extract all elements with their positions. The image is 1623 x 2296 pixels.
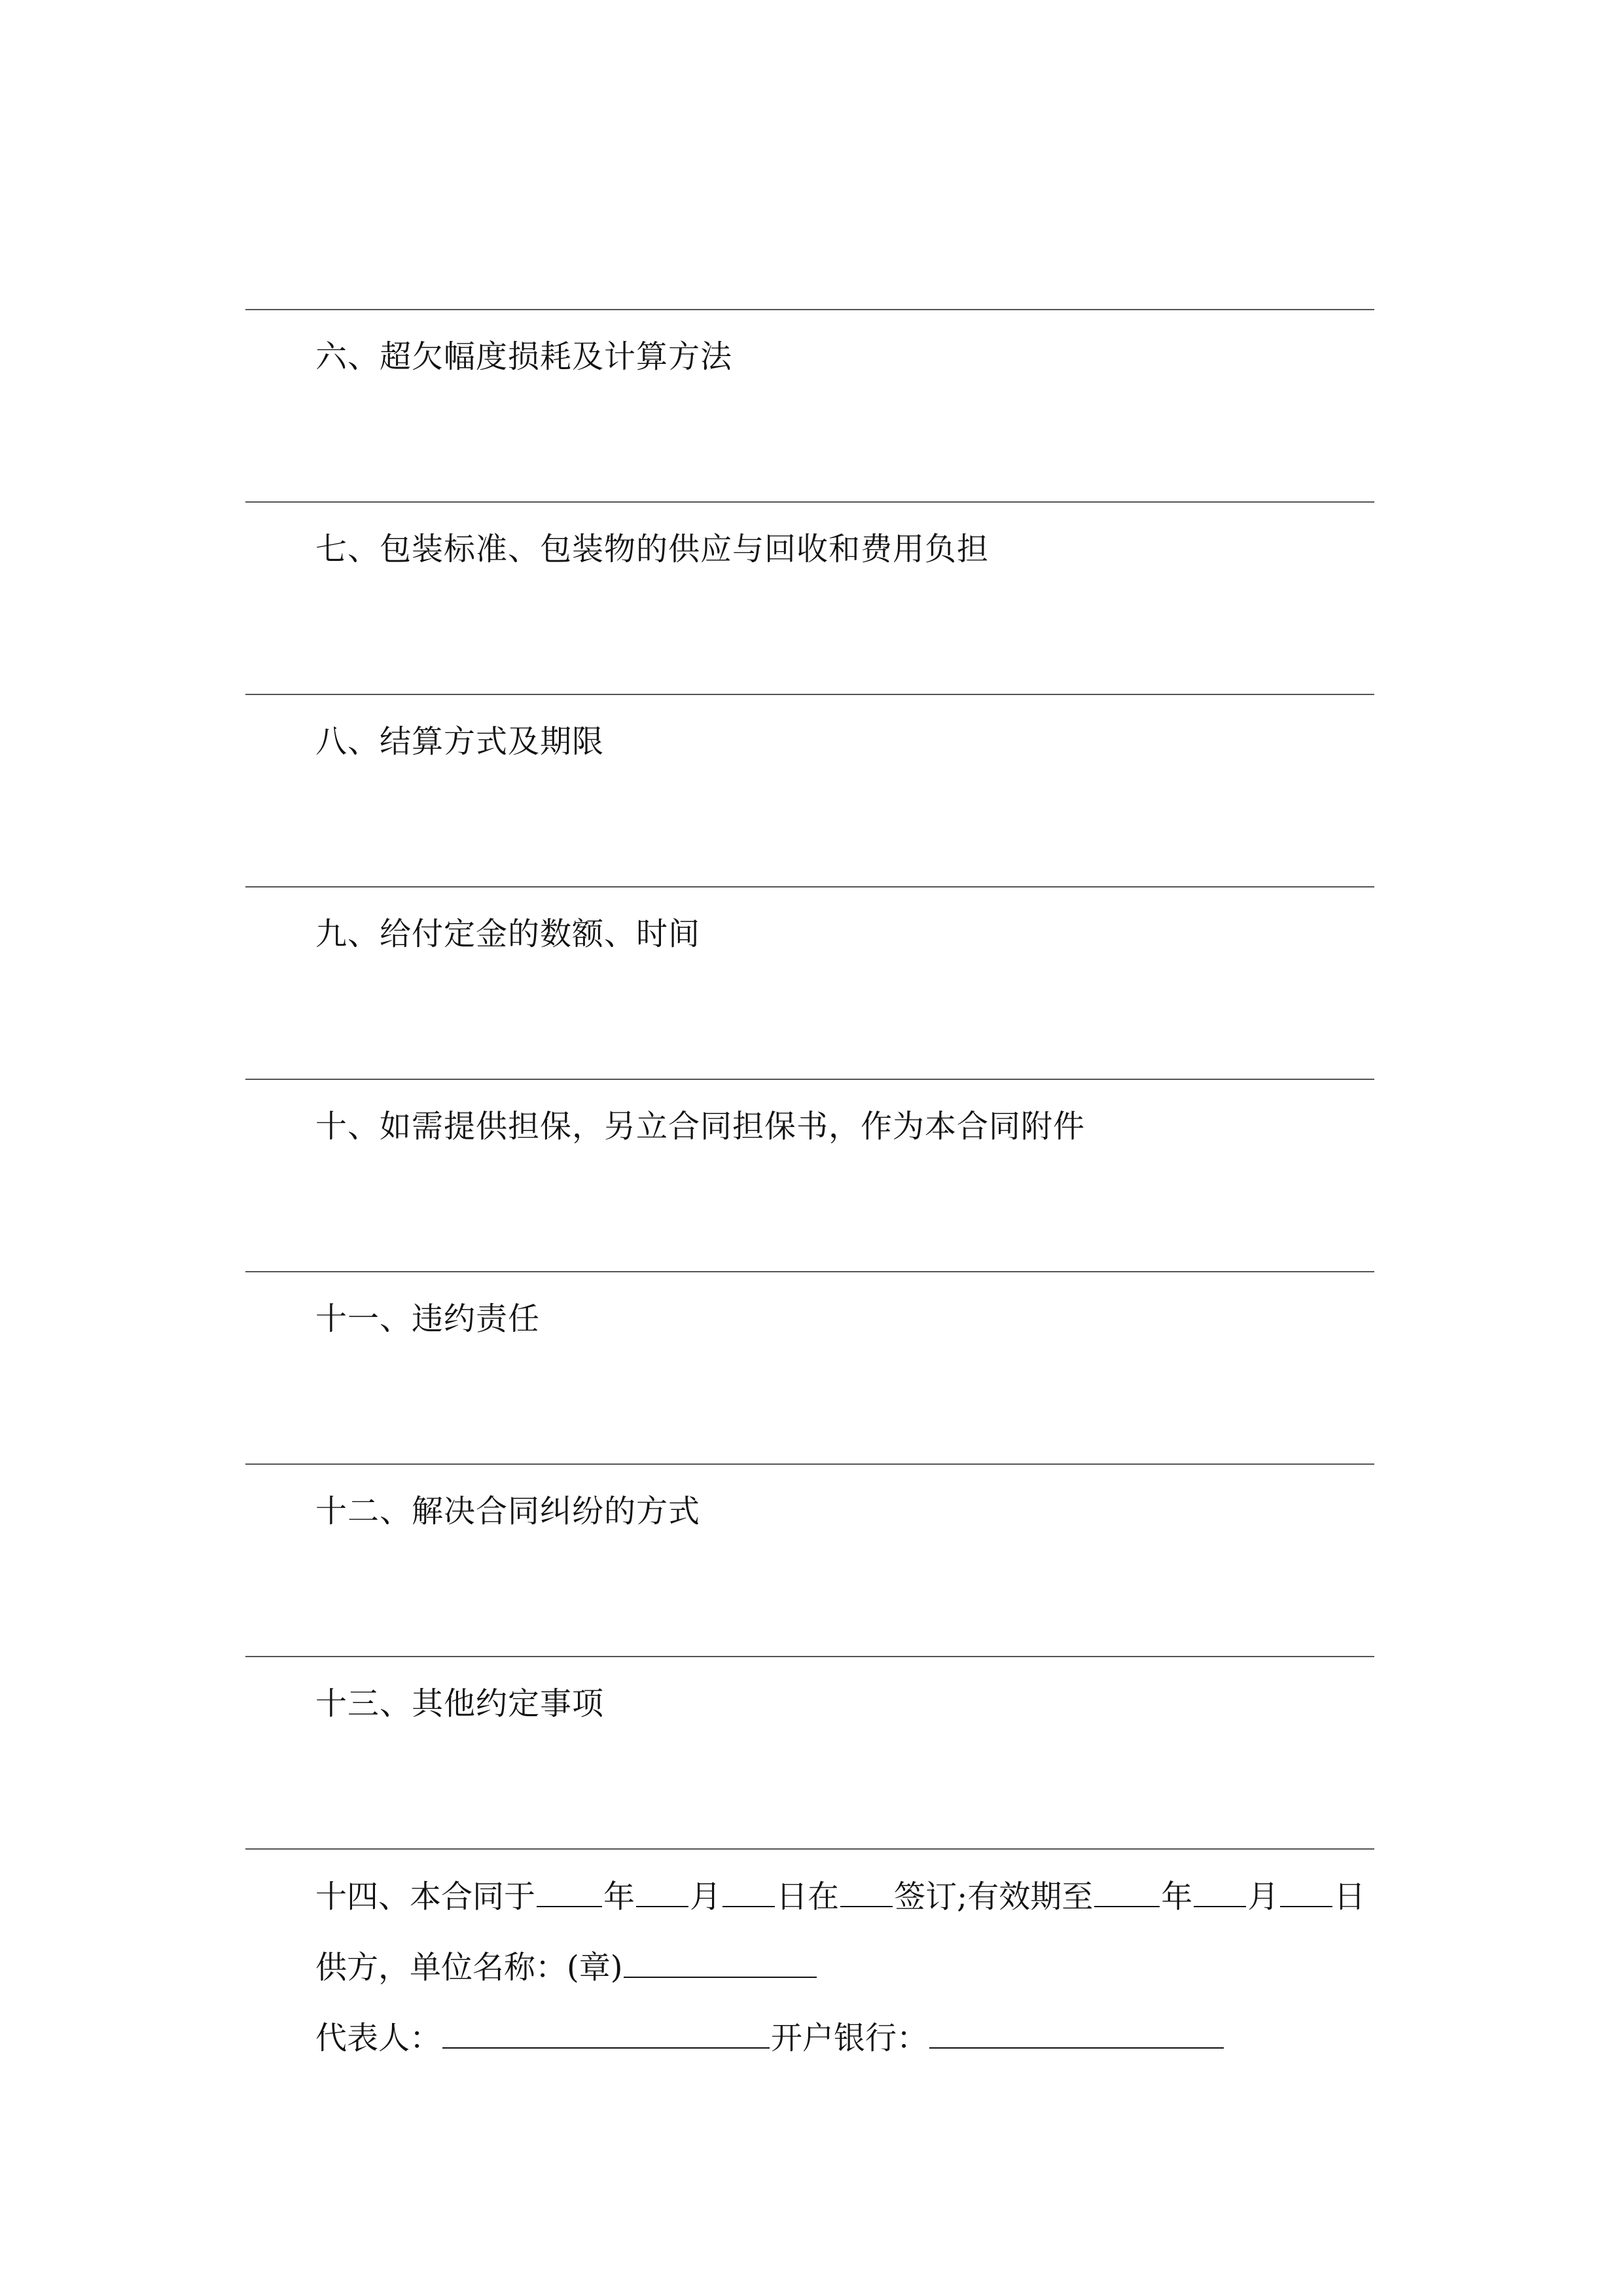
supplier-name-blank[interactable] [624,1948,817,1978]
divider-line [245,1656,1374,1657]
sign-day-blank[interactable] [722,1877,775,1907]
year-label: 年 [603,1878,635,1915]
sign-month-blank[interactable] [636,1877,688,1907]
supplier-line [315,1948,818,1987]
divider-line [245,1079,1374,1080]
valid-day-blank[interactable] [1280,1877,1332,1907]
clause-6: 六、超欠幅度损耗及计算方法 [315,338,733,375]
clause-10: 十、如需提供担保，另立合同担保书，作为本合同附件 [315,1108,1086,1145]
clause-7: 七、包装标准、包装物的供应与回收和费用负担 [315,531,990,567]
divider-line [245,1271,1374,1272]
divider-line [245,1848,1374,1850]
sign-year-blank[interactable] [537,1877,602,1907]
valid-month-blank[interactable] [1194,1877,1246,1907]
representative-blank[interactable] [442,2018,770,2049]
clause-14-prefix: 十四、本合同于 [315,1878,536,1915]
month-label: 月 [1247,1878,1279,1915]
divider-line [245,694,1374,695]
sign-place-blank[interactable] [840,1877,893,1907]
bank-blank[interactable] [929,2018,1224,2049]
divider-line [245,309,1374,310]
clause-12: 十二、解决合同纠纷的方式 [315,1493,701,1530]
divider-line [245,1463,1374,1465]
clause-14 [315,1877,1365,1916]
clause-8: 八、结算方式及期限 [315,723,605,760]
day-label: 日 [1334,1878,1366,1915]
divider-line [245,501,1374,503]
day-at-label: 日在 [776,1878,840,1915]
month-label: 月 [690,1878,722,1915]
clause-13: 十三、其他约定事项 [315,1685,605,1722]
representative-label: 代表人： [315,2020,442,2056]
signed-valid-label: 签订;有效期至 [894,1878,1094,1915]
year-label: 年 [1161,1878,1193,1915]
bank-label: 开户银行： [771,2020,929,2056]
representative-line [315,2018,1225,2058]
clause-9: 九、给付定金的数额、时间 [315,916,701,952]
supplier-label: 供方，单位名称：(章) [315,1949,623,1986]
divider-line [245,886,1374,888]
clause-11: 十一、违约责任 [315,1300,541,1337]
valid-year-blank[interactable] [1094,1877,1160,1907]
